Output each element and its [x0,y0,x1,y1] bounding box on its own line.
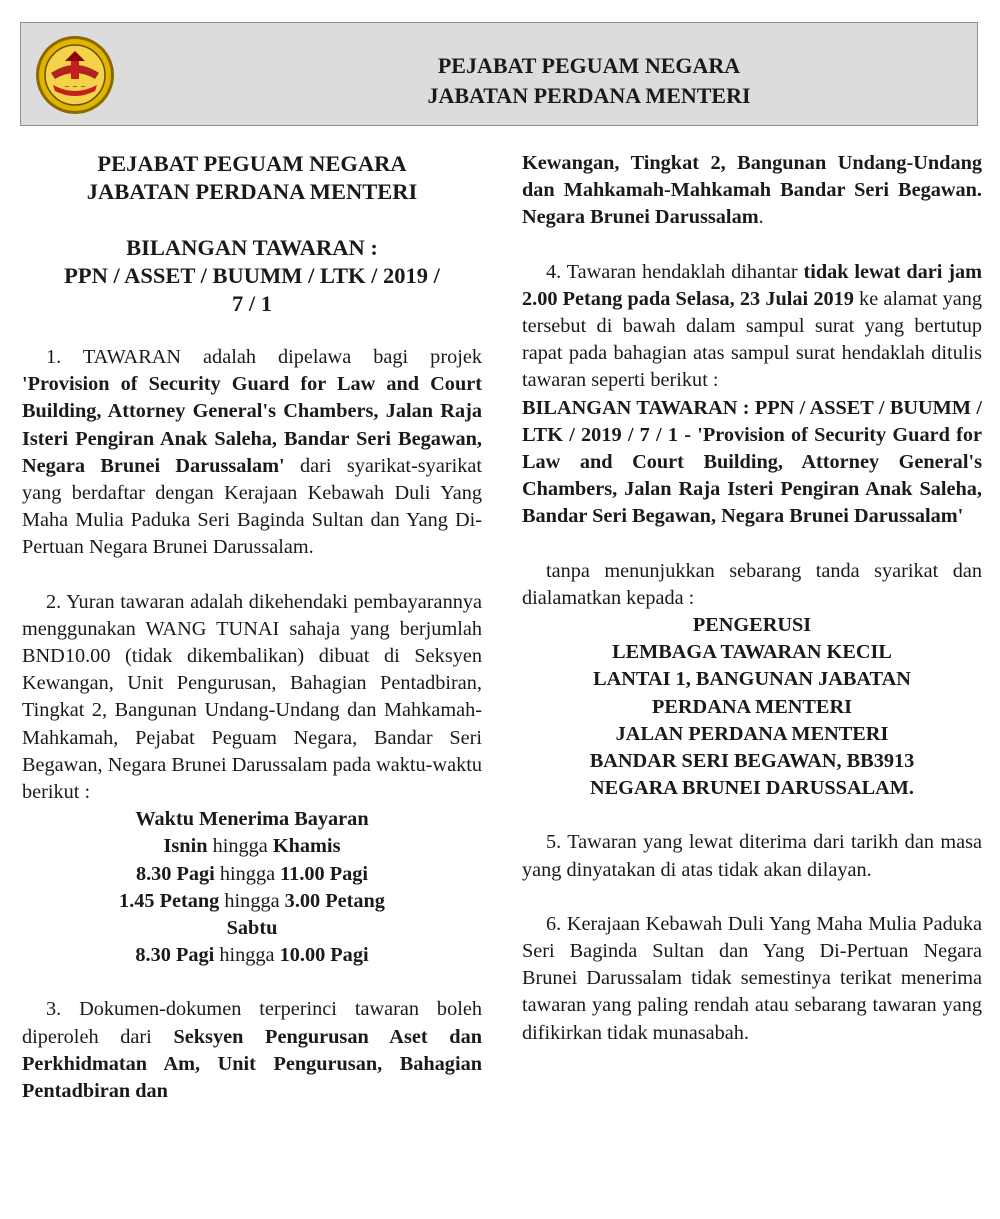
schedule-title: Waktu Menerima Bayaran [135,808,369,831]
right-column [522,150,982,1047]
address-line-4: PERDANA MENTERI [651,695,852,718]
letterhead-banner [20,22,978,126]
paragraph-3-continued: Kewangan, Tingkat 2, Bangunan Undang-Undang dan Mahkamah-Mahkamah Bandar Seri Begawan. Negara Brunei Darussalam. [522,152,982,229]
address-line-1: PENGERUSI [692,614,812,637]
schedule-morning: 8.30 Pagi hingga 11.00 Pagi [135,862,369,885]
schedule-saturday: Sabtu [226,917,278,940]
notice-title [22,150,482,318]
schedule-weekdays: Isnin hingga Khamis [163,835,341,858]
paragraph-4: 4. Tawaran hendaklah dihantar tidak lewat dari jam 2.00 Petang pada Selasa, 23 Julai 2019 ke alamat yang tersebut di bawah dalam sampul surat yang bertutup rapat pada bahagian atas sampul surat hendaklah ditulis tawaran seperti berikut : [522,260,983,392]
paragraph-6: 6. Kerajaan Kebawah Duli Yang Maha Mulia Paduka Seri Baginda Sultan dan Yang Di-Pertuan Negara Brunei Darussalam tidak semestinya terikat menerima tawaran yang paling rendah atau sebarang tawaran yang difikirkan tidak munasabah. [522,912,982,1044]
address-line-2: LEMBAGA TAWARAN KECIL [612,641,892,664]
letterhead-title [201,51,977,111]
delivery-address [522,612,982,802]
schedule-saturday-time: 8.30 Pagi hingga 10.00 Pagi [135,944,369,967]
address-line-3: LANTAI 1, BANGUNAN JABATAN [593,668,911,691]
letterhead-line-2: JABATAN PERDANA MENTERI [427,83,751,108]
tender-subject-bold: BILANGAN TAWARAN : PPN / ASSET / BUUMM / LTK / 2019 / 7 / 1 - 'Provision of Security Guard for Law and Court Building, Attorney General's Chambers, Jalan Raja Isteri Pengiran Anak Saleha, Bandar Seri Begawan, Negara Brunei Darussalam' [522,396,982,528]
paragraph-4-address-intro: tanpa menunjukkan sebarang tanda syarikat dan dialamatkan kepada : [522,559,982,609]
left-column [22,150,482,1105]
address-line-7: NEGARA BRUNEI DARUSSALAM. [590,777,914,800]
brunei-crest-logo [35,35,115,115]
tender-number-label: BILANGAN TAWARAN : [126,235,378,260]
svg-text:~ ~ ~: ~ ~ ~ [63,83,87,91]
paragraph-1: 1. TAWARAN adalah dipelawa bagi projek 'Provision of Security Guard for Law and Court Building, Attorney General's Chambers, Jalan Raja Isteri Pengiran Anak Saleha, Bandar Seri Begawan, Negara Brunei Darussalam' dari syarikat-syarikat yang berdaftar dengan Kerajaan Kebawah Duli Yang Maha Mulia Paduka Seri Baginda Sultan dan Yang Di-Pertuan Negara Brunei Darussalam. [22,346,482,559]
notice-title-line-2: JABATAN PERDANA MENTERI [86,179,418,204]
payment-schedule [22,806,482,969]
paragraph-2: 2. Yuran tawaran adalah dikehendaki pembayarannya menggunakan WANG TUNAI sahaja yang berjumlah BND10.00 (tidak dikembalikan) dibuat di Seksyen Kewangan, Unit Pengurusan, Bahagian Pentadbiran, Tingkat 2, Bangunan Undang-Undang dan Mahkamah-Mahkamah, Pejabat Peguam Negara, Bandar Seri Begawan, Negara Brunei Darussalam pada waktu-waktu berikut : [22,590,482,804]
tender-number-line-2: 7 / 1 [231,291,272,316]
paragraph-3: 3. Dokumen-dokumen terperinci tawaran boleh diperoleh dari Seksyen Pengurusan Aset dan Perkhidmatan Am, Unit Pengurusan, Bahagian Pentadbiran dan [22,998,482,1103]
schedule-afternoon: 1.45 Petang hingga 3.00 Petang [119,889,385,912]
address-line-5: JALAN PERDANA MENTERI [615,722,889,745]
tender-number-line-1: PPN / ASSET / BUUMM / LTK / 2019 / [64,263,440,288]
paragraph-5: 5. Tawaran yang lewat diterima dari tarikh dan masa yang dinyatakan di atas tidak akan dilayan. [522,831,982,881]
letterhead-line-1: PEJABAT PEGUAM NEGARA [437,53,741,78]
notice-title-line-1: PEJABAT PEGUAM NEGARA [97,151,407,176]
address-line-6: BANDAR SERI BEGAWAN, BB3913 [589,750,915,773]
